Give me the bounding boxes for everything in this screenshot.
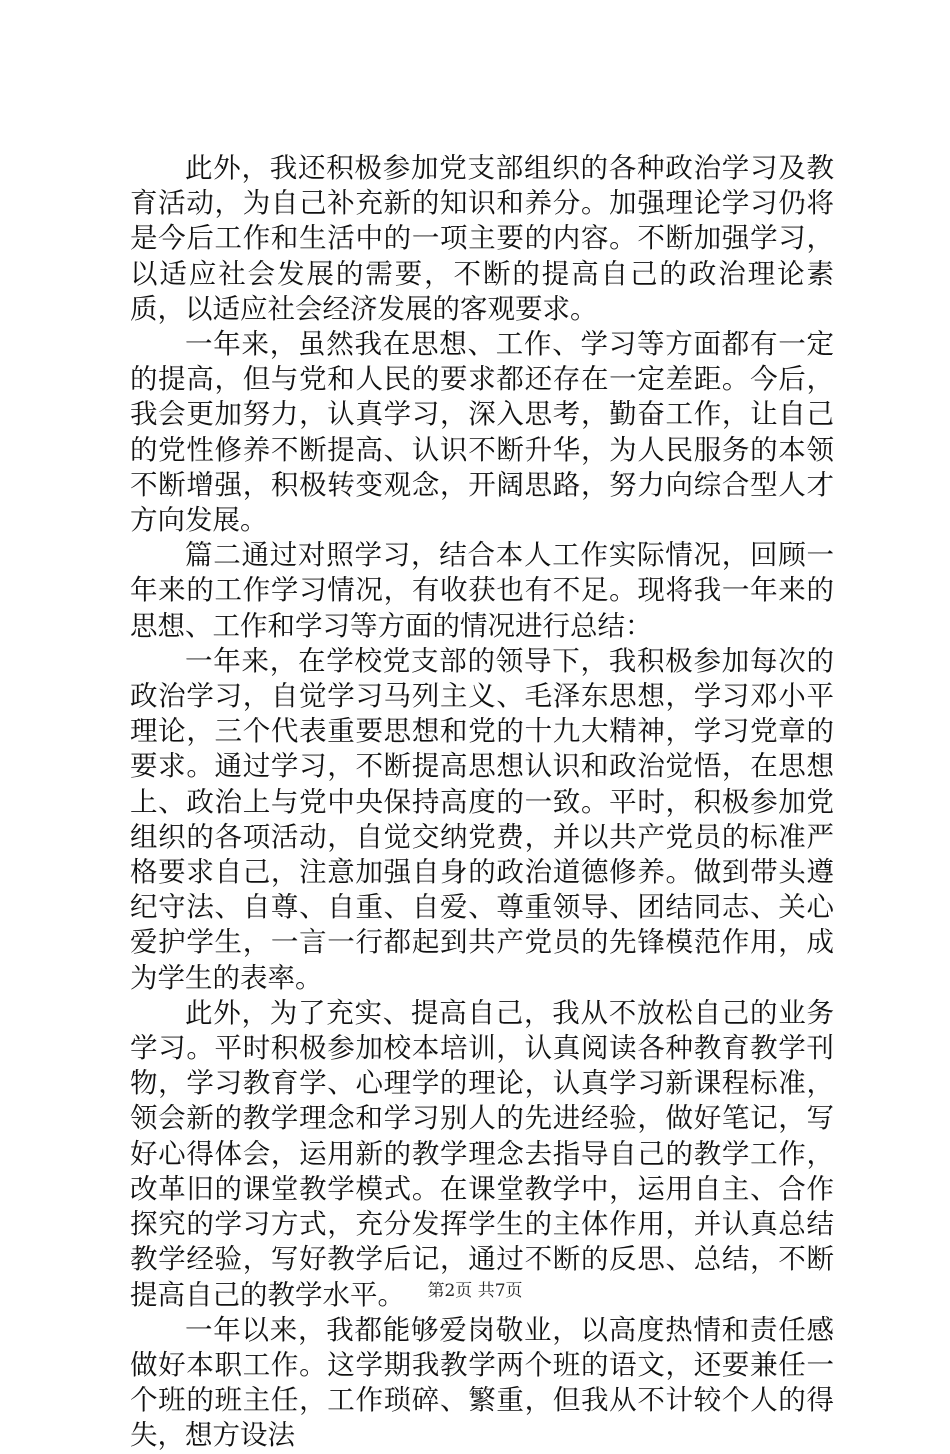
paragraph-6: 一年以来，我都能够爱岗敬业，以高度热情和责任感做好本职工作。这学期我教学两个班的语文，还要兼任一个班的班主任，工作琐碎、繁重，但我从不计较个人的得失，想方设法	[130, 1313, 834, 1452]
paragraph-1: 此外，我还积极参加党支部组织的各种政治学习及教育活动，为自己补充新的知识和养分。加强理论学习仍将是今后工作和生活中的一项主要的内容。不断加强学习，以适应社会发展的需要，不断的提高自己的政治理论素质，以适应社会经济发展的客观要求。	[130, 152, 834, 325]
page-number-footer: 第2页 共7页	[427, 1281, 523, 1301]
body-text	[130, 151, 834, 1454]
paragraph-5: 此外，为了充实、提高自己，我从不放松自己的业务学习。平时积极参加校本培训，认真阅读各种教育教学刊物，学习教育学、心理学的理论，认真学习新课程标准，领会新的教学理念和学习别人的先进经验，做好笔记，写好心得体会，运用新的教学理念去指导自己的教学工作，改革旧的课堂教学模式。在课堂教学中，运用自主、合作探究的学习方式，充分发挥学生的主体作用，并认真总结教学经验，写好教学后记，通过不断的反思、总结，不断提高自己的教学水平。	[130, 996, 834, 1311]
paragraph-2: 一年来，虽然我在思想、工作、学习等方面都有一定的提高，但与党和人民的要求都还存在一定差距。今后，我会更加努力，认真学习，深入思考，勤奋工作，让自己的党性修养不断提高、认识不断升华，为人民服务的本领不断增强，积极转变观念，开阔思路，努力向综合型人才方向发展。	[130, 328, 834, 537]
paragraph-3: 篇二通过对照学习，结合本人工作实际情况，回顾一年来的工作学习情况，有收获也有不足。现将我一年来的思想、工作和学习等方面的情况进行总结：	[130, 539, 834, 642]
paragraph-4: 一年来，在学校党支部的领导下，我积极参加每次的政治学习，自觉学习马列主义、毛泽东思想，学习邓小平理论，三个代表重要思想和党的十九大精神，学习党章的要求。通过学习，不断提高思想认识和政治觉悟，在思想上、政治上与党中央保持高度的一致。平时，积极参加党组织的各项活动，自觉交纳党费，并以共产党员的标准严格要求自己，注意加强自身的政治道德修养。做到带头遵纪守法、自尊、自重、自爱、尊重领导、团结同志、关心爱护学生，一言一行都起到共产党员的先锋模范作用，成为学生的表率。	[130, 644, 834, 994]
